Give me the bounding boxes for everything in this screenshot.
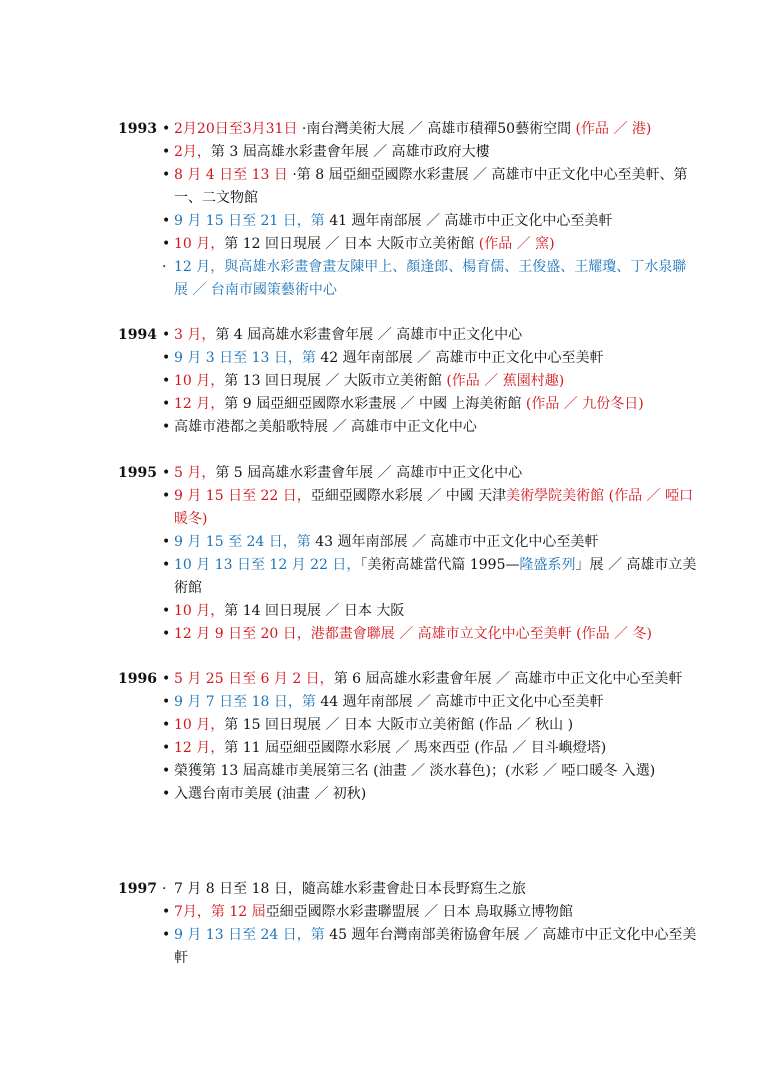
bullet-icon: • [162,626,171,642]
entry-list [162,324,700,439]
bullet-icon: • [162,327,171,343]
entry-artwork: (作品 ／ 九份冬日) [525,396,644,412]
year-label: 1995 [118,465,157,481]
year-label: 1994 [118,327,157,343]
entry-text: 第 6 屆高雄水彩畫會年展 ／ 高雄市中正文化中心至美軒 [333,671,683,687]
entry-date: 10 月， [174,717,225,733]
list-item [162,924,700,970]
bullet-icon: · [162,881,167,897]
list-item [162,737,700,760]
list-item [162,233,700,256]
entry-text: 42 週年南部展 ／ 高雄市中正文化中心至美軒 [320,350,604,366]
bullet-icon: • [162,373,171,389]
list-item [162,760,700,783]
entry-series: 隆盛系列 [519,557,576,573]
bullet-icon: • [162,557,171,573]
list-item [162,691,700,714]
entry-text: 12 月，與高雄水彩畫會畫友陳甲上、顏逢郎、楊育儒、王俊盛、王耀瓊、丁水泉聯展 ／ 台南市國策藝術中心 [174,259,687,298]
entry-text: 7 月 8 日至 18 日，隨高雄水彩畫會赴日本長野寫生之旅 [174,881,526,897]
entry-date: 7月，第 12 屆 [174,904,266,920]
list-item [162,901,700,924]
bullet-icon: • [162,121,171,137]
bullet-icon: • [162,786,171,802]
entry-date: 10 月 13 日至 12 月 22 日， [174,557,361,573]
bullet-icon: • [162,671,171,687]
list-item [162,347,700,370]
list-item [162,462,700,485]
list-item [162,141,700,164]
list-item [162,714,700,737]
list-item [162,416,700,439]
list-item [162,668,700,691]
entry-list [162,878,700,970]
entry-date: 12 月， [174,740,225,756]
list-item [162,878,700,901]
bullet-icon: • [162,465,171,481]
bullet-icon: • [162,763,171,779]
bullet-icon: • [162,534,171,550]
bullet-icon: • [162,350,171,366]
entry-date: 9 月 13 日至 24 日，第 [174,927,330,943]
list-item [162,210,700,233]
entry-text: 44 週年南部展 ／ 高雄市中正文化中心至美軒 [320,694,604,710]
entry-text: 第 15 回日現展 ／ 日本 大阪市立美術館 (作品 ／ 秋山 ) [224,717,574,733]
entry-text: 43 週年南部展 ／ 高雄市中正文化中心至美軒 [315,534,599,550]
entry-date: 10 月， [174,236,225,252]
bullet-icon: • [162,927,171,943]
entry-date: 12 月， [174,396,225,412]
entry-text: 入選台南市美展 (油畫 ／ 初秋) [174,786,367,802]
list-item [162,623,700,646]
entry-date: 9 月 3 日至 13 日，第 [174,350,321,366]
entry-text: 高雄市港都之美船歌特展 ／ 高雄市中正文化中心 [174,419,477,435]
entry-date: 10 月， [174,603,225,619]
list-item [162,118,700,141]
entry-text: 第 5 屆高雄水彩畫會年展 ／ 高雄市中正文化中心 [215,465,523,481]
entry-text: 第 3 屆高雄水彩畫會年展 ／ 高雄市政府大樓 [210,144,490,160]
list-item [162,256,700,302]
list-item [162,783,700,806]
list-item [162,393,700,416]
entry-text: 榮獲第 13 屆高雄市美展第三名 (油畫 ／ 淡水暮色)；(水彩 ／ 啞口暖冬 入選) [174,763,656,779]
list-item [162,164,700,210]
list-item [162,324,700,347]
entry-text: 41 週年南部展 ／ 高雄市中正文化中心至美軒 [329,213,613,229]
bullet-icon: • [162,167,171,183]
entry-text: 亞細亞國際水彩展 ／ 中國 天津 [310,488,507,504]
list-item [162,600,700,623]
bullet-icon: • [162,694,171,710]
entry-text: 「美術高雄當代篇 1995— [360,557,520,573]
entry-date: 5 月 25 日至 6 月 2 日， [174,671,334,687]
entry-text: 12 月 9 日至 20 日，港都畫會聯展 ／ 高雄市立文化中心至美軒 (作品 ／ 冬) [174,626,652,642]
entry-date: 5 月， [174,465,216,481]
entry-date: 2月20日至3月31日 [174,121,302,137]
entry-text: 亞細亞國際水彩畫聯盟展 ／ 日本 鳥取縣立博物館 [265,904,573,920]
list-item [162,554,700,600]
bullet-icon: • [162,419,171,435]
entry-date: 3 月， [174,327,216,343]
list-item [162,370,700,393]
entry-text: ·第 8 屆亞細亞國際水彩畫展 ／ 高雄市中正文化中心至美軒、第一、二文物館 [174,167,688,206]
entry-text: 第 14 回日現展 ／ 日本 大阪 [224,603,405,619]
entry-date: 9 月 15 日至 21 日，第 [174,213,330,229]
entry-date: 8 月 4 日至 13 日 [174,167,293,183]
entry-date: 10 月， [174,373,225,389]
bullet-icon: • [162,904,171,920]
entry-text: 第 11 屆亞細亞國際水彩展 ／ 馬來西亞 (作品 ／ 目斗嶼燈塔) [224,740,607,756]
bullet-icon: • [162,236,171,252]
entry-artwork: (作品 ／ 窯) [478,236,555,252]
bullet-icon: • [162,213,171,229]
list-item [162,485,700,531]
entry-date: 9 月 15 日至 22 日， [174,488,311,504]
entry-text: 第 4 屆高雄水彩畫會年展 ／ 高雄市中正文化中心 [215,327,523,343]
list-item [162,531,700,554]
bullet-icon: • [162,717,171,733]
bullet-icon: • [162,144,171,160]
entry-list [162,668,700,806]
entry-text: 」展 ／ 高雄市立美術館 [174,557,697,596]
bullet-icon: • [162,603,171,619]
entry-artwork: 美術學院美術館 (作品 ／ 啞口暖冬) [174,488,693,527]
entry-list [162,118,700,302]
year-label: 1996 [118,671,157,687]
bullet-icon: • [162,488,171,504]
entry-text: 第 9 屆亞細亞國際水彩畫展 ／ 中國 上海美術館 [224,396,526,412]
bullet-icon: · [162,259,167,275]
entry-date: 9 月 15 至 24 日，第 [174,534,316,550]
entry-artwork: (作品 ／ 港) [575,121,652,137]
bullet-icon: • [162,740,171,756]
entry-text: ·南台灣美術大展 ／ 高雄市積禪50藝術空間 [301,121,576,137]
year-label: 1993 [118,121,157,137]
entry-artwork: (作品 ／ 蕉園村趣) [446,373,565,389]
bullet-icon: • [162,396,171,412]
year-label: 1997 [118,881,157,897]
entry-text: 45 週年台灣南部美術協會年展 ／ 高雄市中正文化中心至美軒 [174,927,697,966]
entry-date: 2月， [174,144,211,160]
entry-list [162,462,700,646]
entry-text: 第 13 回日現展 ／ 大阪市立美術館 [224,373,447,389]
entry-text: 第 12 回日現展 ／ 日本 大阪市立美術館 [224,236,479,252]
entry-date: 9 月 7 日至 18 日，第 [174,694,321,710]
